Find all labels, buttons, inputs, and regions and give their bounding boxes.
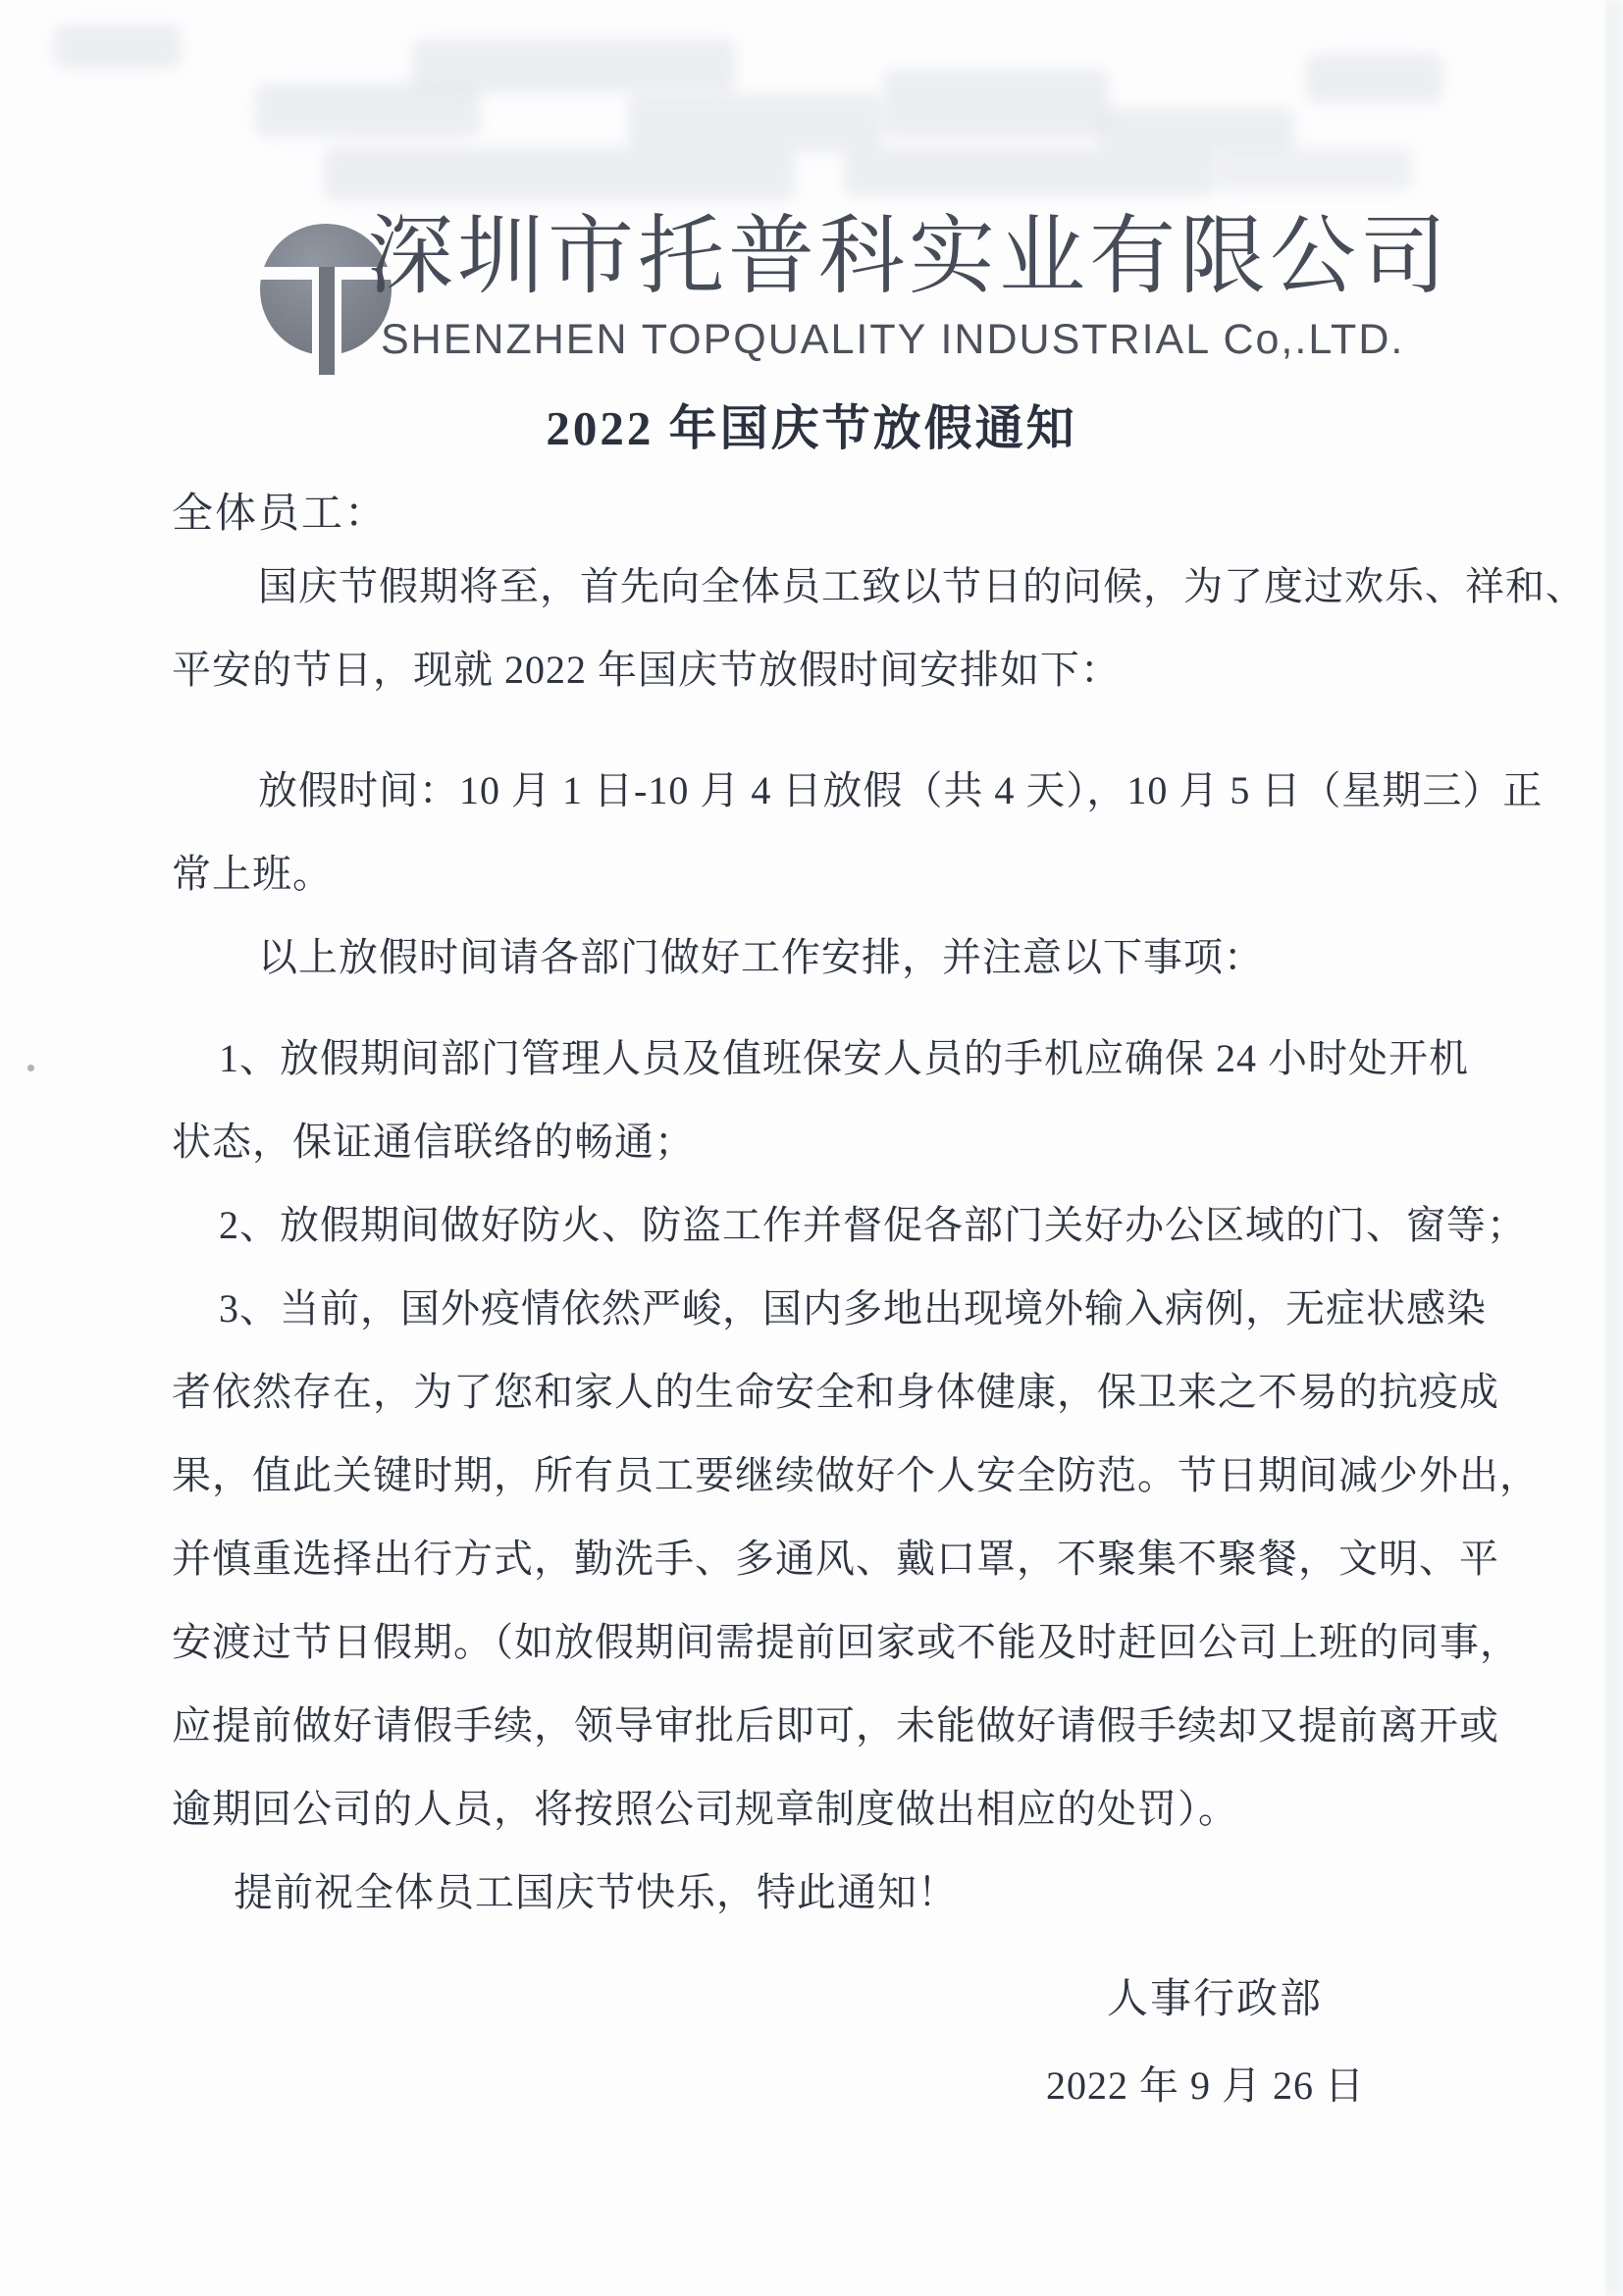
body-line: 状态，保证通信联络的畅通； [172,1120,695,1164]
body-line: 者依然存在，为了您和家人的生命安全和身体健康，保卫来之不易的抗疫成 [172,1370,1499,1414]
scan-artifact [628,93,883,152]
body-line: 以上放假时间请各部门做好工作安排，并注意以下事项： [258,935,1264,979]
body-line: 并慎重选择出行方式，勤洗手、多通风、戴口罩，不聚集不聚餐，文明、平 [172,1537,1499,1581]
scan-artifact [1217,147,1413,191]
scan-artifact [412,39,736,93]
body-line: 安渡过节日假期。（如放假期间需提前回家或不能及时赶回公司上班的同事， [172,1620,1520,1664]
body-line: 1、放假期间部门管理人员及值班保安人员的手机应确保 24 小时处开机 [219,1036,1469,1080]
company-name-english: SHENZHEN TOPQUALITY INDUSTRIAL Co,.LTD. [381,316,1405,363]
signature-date: 2022 年 9 月 26 日 [1046,2063,1365,2108]
scan-artifact [324,147,795,201]
body-line: 放假时间：10 月 1 日-10 月 4 日放假（共 4 天），10 月 5 日（星期三）正 [258,768,1544,812]
scan-artifact [54,25,182,69]
body-line: 常上班。 [172,852,333,896]
body-line: 平安的节日，现就 2022 年国庆节放假时间安排如下： [172,648,1121,692]
scan-artifact [1099,108,1295,152]
body-line-closing: 提前祝全体员工国庆节快乐，特此通知！ [234,1870,958,1914]
scan-speck [27,1065,34,1071]
notice-title: 2022 年国庆节放假通知 [546,401,1077,455]
body-line: 应提前做好请假手续，领导审批后即可，未能做好请假手续却又提前离开或 [172,1703,1499,1748]
body-line: 3、当前，国外疫情依然严峻，国内多地出现境外输入病例，无症状感染 [219,1286,1487,1331]
body-line: 逾期回公司的人员，将按照公司规章制度做出相应的处罚）。 [172,1787,1238,1831]
signature-department: 人事行政部 [1107,1977,1324,2022]
scan-edge-band [1605,0,1623,2296]
body-line: 果，值此关键时期，所有员工要继续做好个人安全防范。节日期间减少外出， [172,1453,1540,1497]
notice-body [172,561,1586,1951]
body-line: 2、放假期间做好防火、防盗工作并督促各部门关好办公区域的门、窗等； [219,1203,1527,1247]
scan-artifact [1305,54,1442,103]
scan-artifact [883,69,1109,137]
scan-artifact [844,147,1217,196]
body-line: 国庆节假期将至，首先向全体员工致以节日的问候，为了度过欢乐、祥和、 [258,564,1586,608]
logo-t-stem [319,267,335,375]
company-name-chinese: 深圳市托普科实业有限公司 [367,210,1451,305]
salutation: 全体员工： [172,492,389,537]
